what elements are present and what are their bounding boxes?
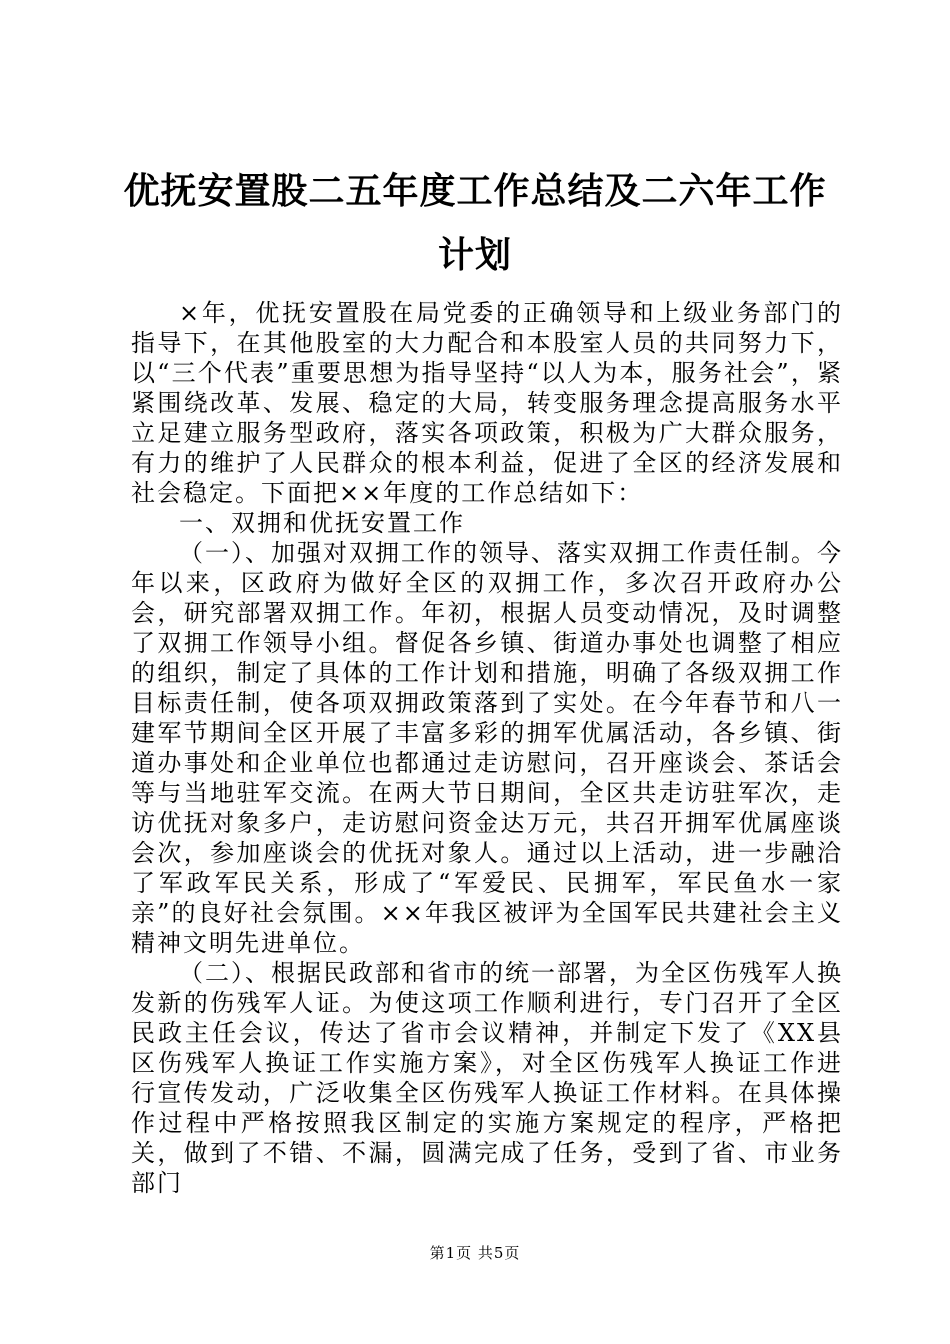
paragraph-intro: ×年，优抚安置股在局党委的正确领导和上级业务部门的指导下，在其他股室的大力配合和本股室人员的共同努力下，以“三个代表”重要思想为指导坚持“以人为本，服务社会”，紧紧围绕改革、发展、稳定的大局，转变服务理念提高服务水平立足建立服务型政府，落实各项政策，积极为广大群众服务，有力的维护了人民群众的根本利益，促进了全区的经济发展和社会稳定。下面把××年度的工作总结如下：: [131, 299, 843, 507]
page-footer: 第1页 共5页: [429, 1244, 521, 1262]
section-heading-1: 一、双拥和优抚安置工作: [179, 509, 465, 537]
paragraph-section-1-2: （二）、根据民政部和省市的统一部署，为全区伤残军人换发新的伤残军人证。为使这项工作顺利进行，专门召开了全区民政主任会议，传达了省市会议精神，并制定下发了《XX县区伤残军人换证工作实施方案》，对全区伤残军人换证工作进行宣传发动，广泛收集全区伤残军人换证工作材料。在具体操作过程中严格按照我区制定的实施方案规定的程序，严格把关，做到了不错、不漏，圆满完成了任务，受到了省、市业务部门: [131, 959, 843, 1197]
document-body: [131, 298, 843, 1198]
document-title: 优抚安置股二五年度工作总结及二六年工作计划: [123, 171, 827, 276]
paragraph-section-1-1: （一）、加强对双拥工作的领导、落实双拥工作责任制。今年以来，区政府为做好全区的双拥工作，多次召开政府办公会，研究部署双拥工作。年初，根据人员变动情况，及时调整了双拥工作领导小组。督促各乡镇、街道办事处也调整了相应的组织，制定了具体的工作计划和措施，明确了各级双拥工作目标责任制，使各项双拥政策落到了实处。在今年春节和八一建军节期间全区开展了丰富多彩的拥军优属活动，各乡镇、街道办事处和企业单位也都通过走访慰问，召开座谈会、茶话会等与当地驻军交流。在两大节日期间，全区共走访驻军次，走访优抚对象多户，走访慰问资金达万元，共召开拥军优属座谈会次，参加座谈会的优抚对象人。通过以上活动，进一步融洽了军政军民关系，形成了“军爱民、民拥军，军民鱼水一家亲”的良好社会氛围。××年我区被评为全国军民共建社会主义精神文明先进单位。: [131, 539, 843, 957]
